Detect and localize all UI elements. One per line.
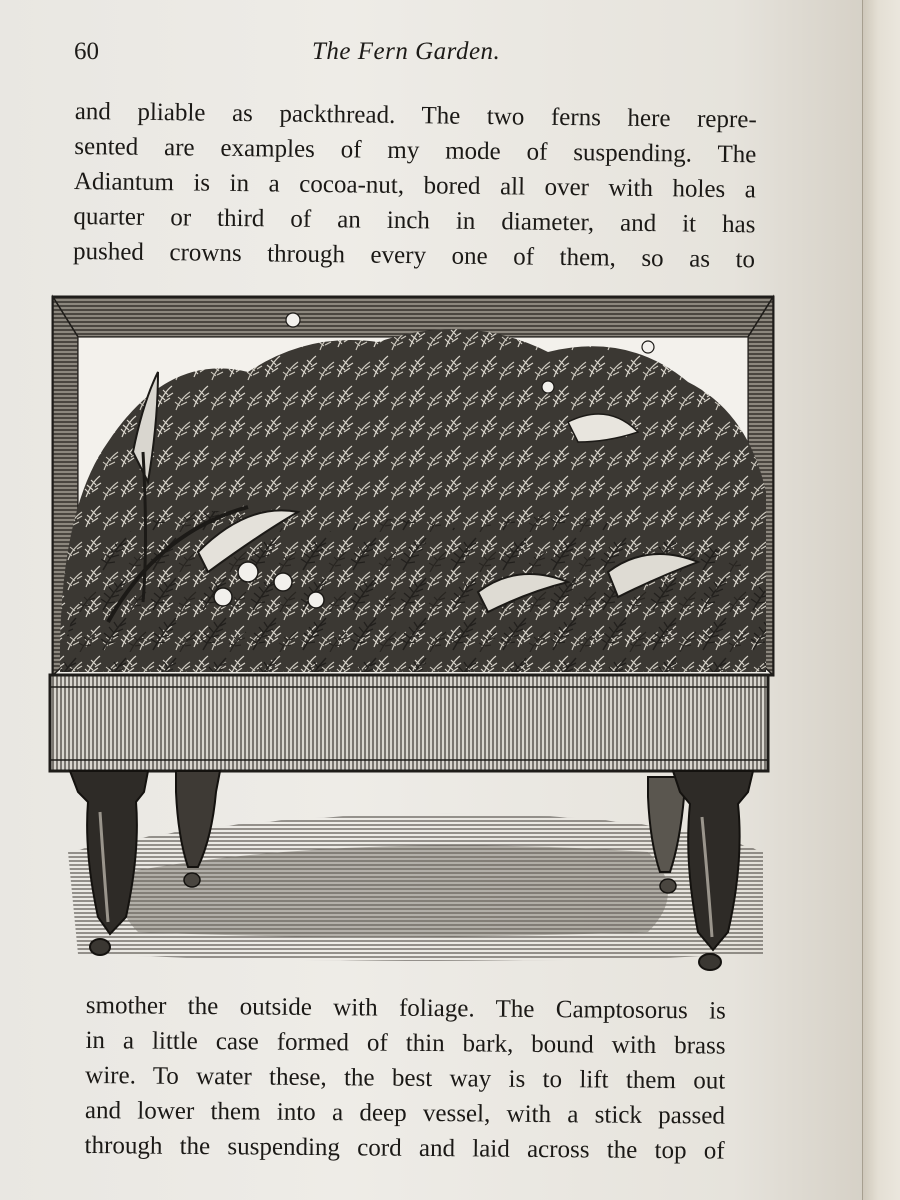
text-line: Adiantum is in a cocoa-nut, bored all over with holes a — [73, 167, 757, 204]
paragraph-before-figure — [73, 94, 757, 277]
page-number: 60 — [74, 38, 99, 65]
fern-case-illustration — [48, 292, 778, 982]
paragraph-after-figure — [84, 988, 726, 1169]
text-line: wire. To water these, the best way is to lift them out — [85, 1061, 726, 1095]
text-line: sented are examples of my mode of suspending. The — [74, 132, 757, 169]
text-line: quarter or third of an inch in diameter, and it has — [73, 202, 756, 239]
text-line: smother the outside with foliage. The Camptosorus is — [85, 991, 726, 1025]
text-line: in a little case formed of thin bark, bound with brass — [85, 1026, 726, 1060]
text-line: through the suspending cord and laid across the top of — [84, 1131, 725, 1165]
text-line: pushed crowns through every one of them, so as to — [72, 237, 756, 274]
page-header — [74, 38, 774, 74]
text-line: and pliable as packthread. The two ferns here repre- — [74, 97, 757, 134]
adjacent-page-edge — [862, 0, 900, 1200]
fern-case-engraving — [48, 292, 778, 982]
text-line: and lower them into a deep vessel, with a stick passed — [84, 1096, 726, 1130]
case-base — [50, 675, 768, 771]
running-title: The Fern Garden. — [312, 38, 501, 65]
